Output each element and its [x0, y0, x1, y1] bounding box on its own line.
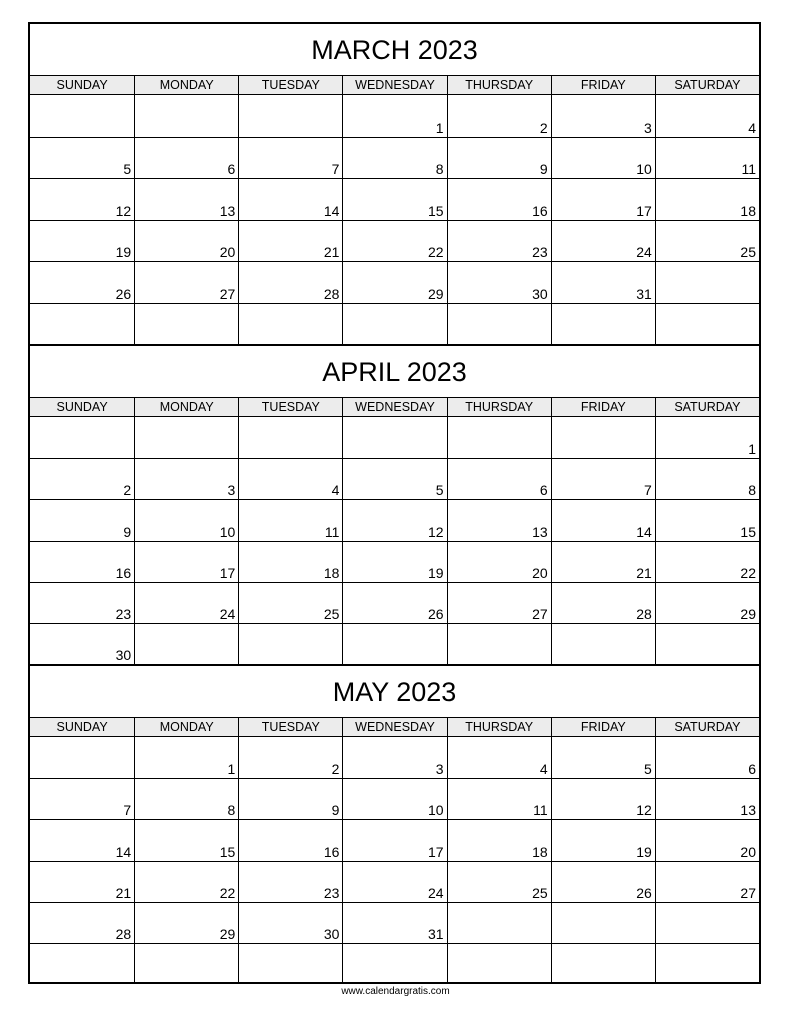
weekday-header-row	[30, 76, 759, 95]
day-cell	[134, 458, 238, 499]
day-number: 5	[123, 161, 132, 177]
weekday-header: WEDNESDAY	[342, 76, 446, 94]
day-number: 20	[219, 244, 236, 260]
day-number: 23	[532, 244, 548, 260]
day-cell	[342, 623, 446, 664]
day-number: 18	[532, 843, 548, 860]
weekday-header: TUESDAY	[238, 76, 342, 94]
weekday-header: FRIDAY	[551, 398, 655, 416]
month-grid	[30, 737, 759, 984]
day-number: 6	[227, 161, 236, 177]
day-number: 24	[427, 884, 444, 901]
day-number: 10	[636, 161, 652, 177]
weekday-header: SATURDAY	[655, 76, 759, 94]
month-title: MAY 2023	[30, 666, 759, 718]
day-number: 26	[427, 605, 444, 622]
day-number: 6	[748, 761, 756, 778]
day-cell	[134, 95, 238, 137]
weekday-header: FRIDAY	[551, 718, 655, 736]
day-cell	[134, 902, 238, 943]
day-cell	[30, 303, 134, 345]
day-cell	[30, 458, 134, 499]
day-cell	[655, 819, 759, 860]
day-cell	[342, 943, 446, 984]
day-cell	[447, 623, 551, 664]
day-cell	[30, 95, 134, 137]
day-number: 9	[331, 802, 340, 819]
day-cell	[551, 737, 655, 778]
day-cell	[238, 499, 342, 540]
day-cell	[342, 737, 446, 778]
day-cell	[342, 778, 446, 819]
day-number: 13	[219, 202, 236, 219]
day-cell	[238, 261, 342, 303]
day-cell	[447, 778, 551, 819]
day-cell	[238, 178, 342, 220]
day-cell	[238, 861, 342, 902]
day-number: 28	[115, 925, 132, 942]
day-number: 27	[219, 285, 236, 302]
day-cell	[447, 458, 551, 499]
day-cell	[551, 499, 655, 540]
day-number: 23	[323, 884, 340, 901]
day-cell	[342, 178, 446, 220]
day-cell	[134, 737, 238, 778]
day-cell	[447, 943, 551, 984]
day-cell	[342, 220, 446, 262]
day-cell	[342, 541, 446, 582]
month-title: APRIL 2023	[30, 346, 759, 398]
day-cell	[447, 541, 551, 582]
weekday-header: SATURDAY	[655, 398, 759, 416]
day-cell	[655, 137, 759, 179]
day-cell	[238, 458, 342, 499]
month-grid	[30, 417, 759, 664]
day-number: 25	[323, 605, 340, 622]
weekday-header: WEDNESDAY	[342, 718, 446, 736]
day-cell	[30, 623, 134, 664]
day-number: 11	[741, 161, 756, 177]
day-cell	[447, 220, 551, 262]
day-number: 8	[748, 482, 756, 499]
day-number: 1	[435, 119, 444, 136]
day-number: 13	[532, 523, 548, 540]
day-number: 5	[435, 482, 444, 499]
weekday-header: SUNDAY	[56, 720, 108, 734]
day-cell	[447, 737, 551, 778]
day-number: 17	[219, 564, 236, 581]
day-cell	[30, 778, 134, 819]
day-cell	[655, 541, 759, 582]
day-number: 31	[427, 925, 444, 942]
day-cell	[551, 178, 655, 220]
day-number: 8	[435, 161, 444, 177]
day-cell	[238, 95, 342, 137]
day-cell	[447, 902, 551, 943]
day-cell	[447, 303, 551, 345]
day-cell	[30, 137, 134, 179]
day-cell	[551, 541, 655, 582]
day-cell	[238, 582, 342, 623]
day-number: 4	[539, 761, 548, 778]
day-number: 24	[636, 244, 652, 260]
day-number: 27	[532, 605, 548, 622]
day-cell	[447, 861, 551, 902]
day-number: 11	[324, 523, 340, 540]
day-number: 15	[427, 202, 444, 219]
day-cell	[134, 499, 238, 540]
weekday-header: FRIDAY	[551, 76, 655, 94]
day-cell	[342, 303, 446, 345]
day-number: 29	[219, 925, 236, 942]
day-cell	[551, 943, 655, 984]
day-number: 10	[427, 802, 444, 819]
day-number: 7	[331, 161, 340, 177]
month-grid	[30, 95, 759, 344]
day-cell	[655, 902, 759, 943]
day-cell	[342, 582, 446, 623]
day-cell	[342, 261, 446, 303]
day-number: 30	[532, 285, 548, 302]
day-cell	[30, 582, 134, 623]
day-cell	[342, 137, 446, 179]
day-number: 9	[123, 523, 132, 540]
day-cell	[238, 943, 342, 984]
weekday-header: MONDAY	[134, 398, 238, 416]
day-number: 30	[323, 925, 340, 942]
day-cell	[342, 499, 446, 540]
month-calendar	[30, 344, 759, 664]
day-cell	[134, 220, 238, 262]
weekday-header: MONDAY	[134, 76, 238, 94]
day-cell	[134, 861, 238, 902]
day-number: 24	[219, 605, 236, 622]
day-cell	[551, 220, 655, 262]
day-number: 2	[331, 761, 340, 778]
day-number: 26	[636, 884, 652, 901]
month-calendar	[30, 24, 759, 344]
day-number: 12	[636, 802, 652, 819]
day-number: 8	[227, 802, 236, 819]
day-cell	[30, 819, 134, 860]
day-number: 12	[115, 202, 132, 219]
day-number: 17	[636, 202, 652, 219]
day-cell	[551, 95, 655, 137]
day-cell	[30, 861, 134, 902]
day-cell	[238, 137, 342, 179]
day-number: 4	[331, 482, 340, 499]
day-cell	[551, 417, 655, 458]
day-cell	[30, 220, 134, 262]
day-number: 20	[740, 843, 756, 860]
weekday-header: SATURDAY	[655, 718, 759, 736]
day-cell	[134, 417, 238, 458]
day-cell	[655, 778, 759, 819]
day-cell	[551, 861, 655, 902]
day-cell	[134, 819, 238, 860]
day-cell	[342, 95, 446, 137]
day-cell	[551, 303, 655, 345]
calendar-sheet	[28, 22, 761, 984]
day-number: 14	[115, 843, 132, 860]
day-cell	[655, 95, 759, 137]
day-cell	[551, 458, 655, 499]
day-cell	[134, 541, 238, 582]
day-cell	[238, 737, 342, 778]
day-number: 9	[539, 161, 548, 177]
day-cell	[551, 902, 655, 943]
day-cell	[655, 178, 759, 220]
day-number: 28	[636, 605, 652, 622]
weekday-header: TUESDAY	[238, 718, 342, 736]
day-number: 16	[323, 843, 340, 860]
day-cell	[134, 943, 238, 984]
day-cell	[655, 417, 759, 458]
day-cell	[30, 943, 134, 984]
day-number: 29	[427, 285, 444, 302]
weekday-header: THURSDAY	[447, 398, 551, 416]
day-cell	[30, 541, 134, 582]
day-cell	[134, 178, 238, 220]
day-number: 10	[219, 523, 236, 540]
day-number: 14	[636, 523, 652, 540]
day-number: 15	[219, 843, 236, 860]
day-cell	[551, 582, 655, 623]
day-cell	[447, 499, 551, 540]
day-cell	[655, 582, 759, 623]
day-number: 30	[115, 647, 132, 663]
day-number: 13	[740, 802, 756, 819]
day-number: 11	[533, 802, 548, 819]
day-cell	[238, 541, 342, 582]
day-number: 12	[427, 523, 444, 540]
day-cell	[134, 582, 238, 623]
weekday-header: THURSDAY	[447, 76, 551, 94]
weekday-header: TUESDAY	[238, 398, 342, 416]
day-number: 14	[323, 202, 340, 219]
day-number: 6	[539, 482, 548, 499]
day-cell	[342, 861, 446, 902]
day-cell	[30, 902, 134, 943]
day-number: 1	[227, 761, 236, 778]
day-number: 1	[748, 441, 756, 458]
day-cell	[655, 220, 759, 262]
day-number: 22	[740, 564, 756, 581]
day-cell	[134, 303, 238, 345]
day-number: 26	[115, 285, 132, 302]
footer-url: www.calendargratis.com	[341, 986, 450, 997]
day-cell	[238, 220, 342, 262]
day-number: 18	[323, 564, 340, 581]
day-cell	[134, 623, 238, 664]
day-number: 21	[636, 564, 652, 581]
day-number: 22	[219, 884, 236, 901]
day-number: 21	[323, 244, 340, 260]
weekday-header: THURSDAY	[447, 718, 551, 736]
day-cell	[30, 737, 134, 778]
day-number: 15	[740, 523, 756, 540]
day-number: 16	[532, 202, 548, 219]
weekday-header: MONDAY	[134, 718, 238, 736]
day-cell	[238, 303, 342, 345]
day-number: 7	[123, 802, 132, 819]
weekday-header: SUNDAY	[56, 78, 108, 92]
day-number: 17	[427, 843, 444, 860]
day-number: 29	[740, 605, 756, 622]
day-cell	[655, 737, 759, 778]
weekday-header: SUNDAY	[56, 400, 108, 414]
day-cell	[447, 137, 551, 179]
day-cell	[134, 137, 238, 179]
day-number: 18	[740, 202, 756, 219]
day-cell	[30, 261, 134, 303]
day-number: 3	[227, 482, 236, 499]
day-number: 31	[636, 285, 652, 302]
day-number: 20	[532, 564, 548, 581]
day-cell	[551, 261, 655, 303]
day-number: 25	[740, 244, 756, 260]
day-cell	[134, 261, 238, 303]
day-cell	[551, 623, 655, 664]
day-cell	[238, 902, 342, 943]
day-cell	[447, 582, 551, 623]
day-cell	[447, 261, 551, 303]
day-cell	[342, 902, 446, 943]
day-number: 22	[427, 244, 444, 260]
day-cell	[342, 458, 446, 499]
day-cell	[655, 458, 759, 499]
day-cell	[238, 819, 342, 860]
day-number: 27	[740, 884, 756, 901]
day-cell	[30, 417, 134, 458]
day-number: 5	[644, 761, 652, 778]
day-cell	[655, 303, 759, 345]
day-cell	[551, 137, 655, 179]
day-number: 4	[748, 119, 756, 136]
day-cell	[551, 819, 655, 860]
day-cell	[655, 861, 759, 902]
day-number: 3	[435, 761, 444, 778]
day-cell	[30, 178, 134, 220]
day-cell	[238, 417, 342, 458]
day-number: 2	[123, 482, 132, 499]
day-cell	[447, 95, 551, 137]
day-cell	[238, 778, 342, 819]
day-number: 23	[115, 605, 132, 622]
day-cell	[342, 819, 446, 860]
day-cell	[342, 417, 446, 458]
day-number: 16	[115, 564, 132, 581]
day-number: 7	[644, 482, 652, 499]
day-cell	[551, 778, 655, 819]
day-cell	[134, 778, 238, 819]
day-cell	[447, 417, 551, 458]
day-cell	[447, 819, 551, 860]
weekday-header-row	[30, 398, 759, 417]
month-title: MARCH 2023	[30, 24, 759, 76]
day-number: 19	[636, 843, 652, 860]
day-cell	[447, 178, 551, 220]
day-cell	[655, 261, 759, 303]
day-number: 2	[539, 119, 548, 136]
day-cell	[238, 623, 342, 664]
day-cell	[30, 499, 134, 540]
day-number: 3	[644, 119, 652, 136]
day-number: 21	[115, 884, 132, 901]
day-number: 19	[427, 564, 444, 581]
day-cell	[655, 943, 759, 984]
day-number: 19	[115, 244, 132, 260]
weekday-header-row	[30, 718, 759, 737]
month-calendar	[30, 664, 759, 984]
day-cell	[655, 499, 759, 540]
day-number: 25	[532, 884, 548, 901]
day-cell	[655, 623, 759, 664]
day-number: 28	[323, 285, 340, 302]
weekday-header: WEDNESDAY	[342, 398, 446, 416]
